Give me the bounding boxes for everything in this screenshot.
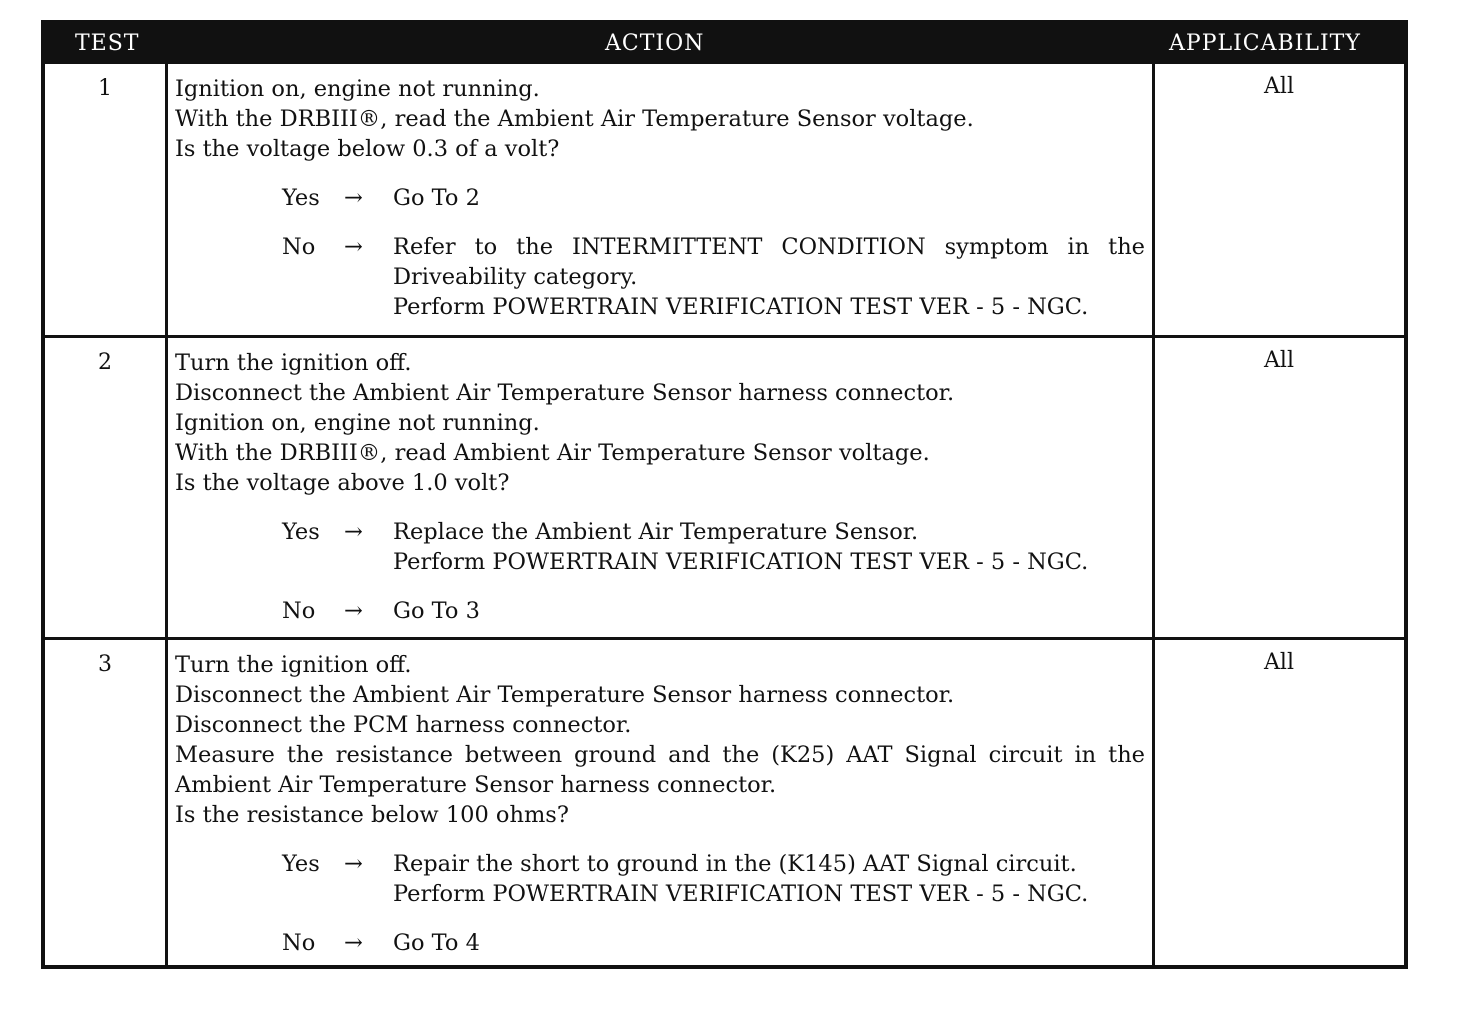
header-applicability: APPLICABILITY (1169, 31, 1361, 56)
action-step: Disconnect the PCM harness connector. (175, 712, 632, 738)
action-cell (175, 348, 1145, 626)
applicability-value: All (1264, 650, 1294, 675)
result-no (175, 928, 1145, 958)
action-cell (175, 650, 1145, 958)
table-row (45, 335, 1404, 637)
arrow-icon: → (344, 519, 363, 545)
action-step: Ignition on, engine not running. (175, 410, 540, 436)
table-row (45, 64, 1404, 335)
result-label: No (282, 598, 316, 624)
action-step: Turn the ignition off. (175, 652, 412, 678)
result-text (393, 232, 1145, 322)
result-label: Yes (282, 519, 320, 545)
result-no (175, 232, 1145, 322)
result-text (393, 928, 1145, 958)
result-no (175, 596, 1145, 626)
table-row (45, 637, 1404, 965)
arrow-icon: → (344, 234, 363, 260)
result-yes (175, 517, 1145, 577)
result-text (393, 849, 1145, 909)
result-label: No (282, 234, 316, 260)
action-step: Turn the ignition off. (175, 350, 412, 376)
action-step: Disconnect the Ambient Air Temperature Sensor harness connector. (175, 682, 955, 708)
result-yes (175, 183, 1145, 213)
result-line: Replace the Ambient Air Temperature Sensor. (393, 519, 919, 545)
header-test: TEST (75, 31, 140, 56)
result-text (393, 517, 1145, 577)
action-step: Is the voltage below 0.3 of a volt? (175, 136, 560, 162)
arrow-icon: → (344, 930, 363, 956)
result-label: No (282, 930, 316, 956)
action-cell (175, 74, 1145, 322)
action-step: Is the voltage above 1.0 volt? (175, 470, 510, 496)
result-text (393, 596, 1145, 626)
result-label: Yes (282, 851, 320, 877)
action-step: With the DRBIII®, read the Ambient Air Temperature Sensor voltage. (175, 106, 974, 132)
result-line: Go To 3 (393, 598, 480, 624)
result-line: Perform POWERTRAIN VERIFICATION TEST VER - 5 - NGC. (393, 549, 1089, 575)
action-step: Disconnect the Ambient Air Temperature Sensor harness connector. (175, 380, 955, 406)
result-text (393, 183, 1145, 213)
result-label: Yes (282, 185, 320, 211)
action-step: Measure the resistance between ground and the (K25) AAT Signal circuit in the Ambient Air Temperature Sensor harness connector. (175, 742, 1145, 798)
action-step: With the DRBIII®, read Ambient Air Temperature Sensor voltage. (175, 440, 930, 466)
result-line: Repair the short to ground in the (K145) AAT Signal circuit. (393, 851, 1077, 877)
applicability-value: All (1264, 348, 1294, 373)
test-number: 3 (98, 652, 112, 677)
diagnostic-table (41, 20, 1408, 969)
result-line: Perform POWERTRAIN VERIFICATION TEST VER - 5 - NGC. (393, 881, 1089, 907)
arrow-icon: → (344, 851, 363, 877)
action-step: Is the resistance below 100 ohms? (175, 802, 569, 828)
result-line: Perform POWERTRAIN VERIFICATION TEST VER - 5 - NGC. (393, 294, 1089, 320)
test-number: 2 (98, 350, 112, 375)
result-line: Go To 2 (393, 185, 480, 211)
arrow-icon: → (344, 598, 363, 624)
header-action: ACTION (605, 31, 705, 56)
applicability-value: All (1264, 74, 1294, 99)
action-step: Ignition on, engine not running. (175, 76, 540, 102)
result-yes (175, 849, 1145, 909)
result-line: Refer to the INTERMITTENT CONDITION symptom in the Driveability category. (393, 234, 1145, 290)
arrow-icon: → (344, 185, 363, 211)
table-header (45, 24, 1404, 64)
result-line: Go To 4 (393, 930, 480, 956)
test-number: 1 (98, 76, 112, 101)
